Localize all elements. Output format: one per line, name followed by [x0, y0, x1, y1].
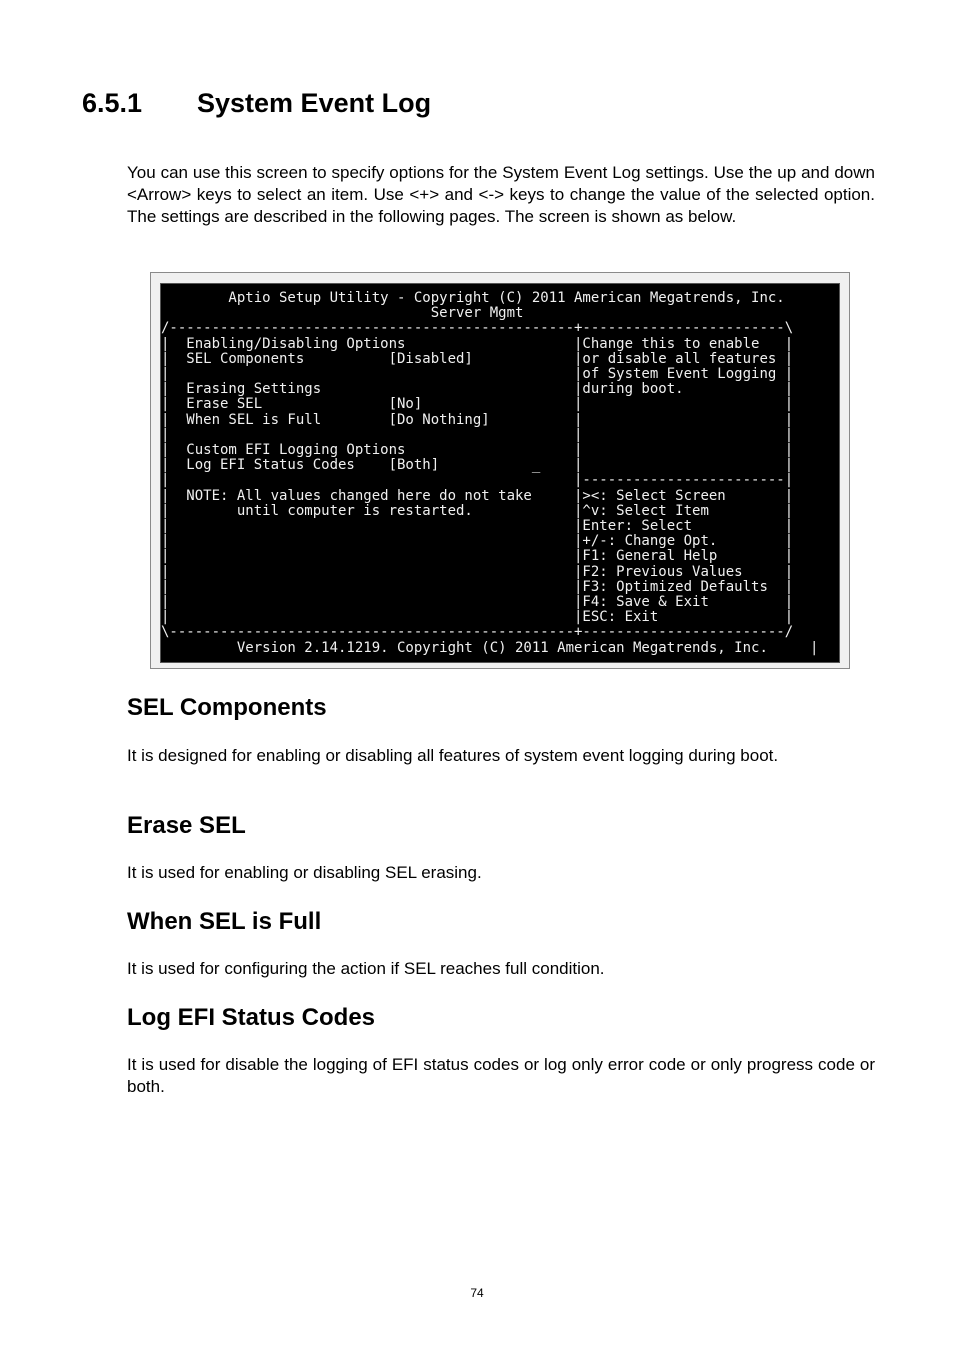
section-heading: [82, 88, 431, 119]
bios-line: | |Enter: Select |: [161, 518, 794, 535]
bios-line: \------------------------------------------------+------------------------/: [161, 624, 794, 641]
paragraph-when-sel-is-full: It is used for configuring the action if SEL reaches full condition.: [127, 959, 605, 978]
bios-line: | Enabling/Disabling Options |Change this to enable |: [161, 335, 794, 352]
bios-line: | |F1: General Help |: [161, 548, 794, 565]
bios-line: Aptio Setup Utility - Copyright (C) 2011 American Megatrends, Inc.: [161, 290, 785, 306]
bios-line: | Log EFI Status Codes [Both] _ | |: [161, 457, 794, 474]
bios-line: | |------------------------|: [161, 472, 794, 489]
bios-line: | NOTE: All values changed here do not take |><: Select Screen |: [161, 487, 794, 504]
section-number: 6.5.1: [82, 88, 143, 118]
bios-line: | SEL Components [Disabled] |or disable all features |: [161, 350, 794, 367]
bios-line: /------------------------------------------------+------------------------\: [161, 320, 794, 337]
paragraph-log-efi-status-codes: It is used for disable the logging of EFI status codes or log only error code or only progress code or both.: [127, 1055, 875, 1096]
subheading-erase-sel: Erase SEL: [127, 812, 246, 839]
bios-line: | |of System Event Logging |: [161, 366, 794, 383]
bios-line: | until computer is restarted. |^v: Select Item |: [161, 502, 794, 519]
paragraph-sel-components: It is designed for enabling or disabling all features of system event logging during boot.: [127, 746, 779, 765]
bios-line: | |F3: Optimized Defaults |: [161, 578, 794, 595]
bios-line: | |F2: Previous Values |: [161, 563, 794, 580]
subheading-sel-components: SEL Components: [127, 694, 327, 721]
bios-screen-text: [161, 291, 818, 656]
subheading-log-efi-status-codes: Log EFI Status Codes: [127, 1004, 376, 1031]
page-number: 74: [470, 1286, 484, 1300]
intro-paragraph: You can use this screen to specify options for the System Event Log settings. Use the up and down <Arrow> keys to select an item. Use <+> and <-> keys to change the value of the selected option. The settings are described in the following pages. The screen is shown as below.: [127, 163, 875, 226]
bios-screenshot-frame: [150, 272, 850, 669]
section-title: System Event Log: [197, 88, 432, 118]
bios-line: | |F4: Save & Exit |: [161, 594, 794, 611]
bios-line: | When SEL is Full [Do Nothing] | |: [161, 411, 794, 428]
bios-line: | Custom EFI Logging Options | |: [161, 442, 794, 459]
paragraph-erase-sel: It is used for enabling or disabling SEL erasing.: [127, 863, 482, 882]
bios-line: | Erase SEL [No] | |: [161, 396, 794, 413]
bios-line: | |+/-: Change Opt. |: [161, 533, 794, 550]
bios-line: | |ESC: Exit |: [161, 609, 794, 626]
bios-line: Server Mgmt: [161, 305, 524, 322]
bios-screen: [160, 283, 840, 663]
bios-line: | Erasing Settings |during boot. |: [161, 381, 794, 398]
bios-line: Version 2.14.1219. Copyright (C) 2011 American Megatrends, Inc. |: [161, 639, 819, 656]
subheading-when-sel-is-full: When SEL is Full: [127, 908, 322, 935]
bios-line: | | |: [161, 426, 794, 443]
